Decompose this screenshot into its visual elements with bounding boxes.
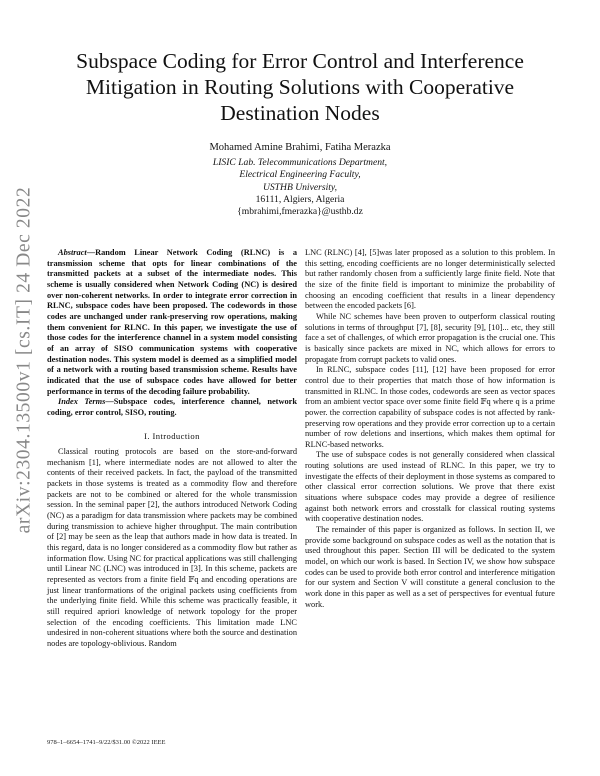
paragraph: In RLNC, subspace codes [11], [12] have been proposed for error control due to their properties that match those of how information is transmitted in RLNC. In those codes, codewords are seen as vector spaces from an ambient vector space over some finite field 𝔽q where q is a prime power. the correction capability of subspace codes is not affected by rank-preserving row operations and they provide error correction up to a certain number of row deletions and insertions, which makes them optimal for RLNC-based networks. (305, 365, 555, 449)
paper-title: Subspace Coding for Error Control and Interference Mitigation in Routing Solutions with Cooperative Destination Nodes (76, 49, 524, 125)
abstract-text: —Random Linear Network Coding (RLNC) is a transmission scheme that opts for linear combinations of the transmitted packets at a subset of the intermediate nodes. This scheme is usually considered when Network Coding (NC) is desired over non-coherent networks. In order to integrate error correction in RLNC, subspace codes have been proposed. The codewords in those codes are unchanged under rank-preserving row operations, making them convenient for RLNC. In this paper, we investigate the use of those codes for the interference channel in a system model consisting of an array of SISO communication systems with cooperative destination nodes. This system model is deemed as a simplified model of a network with a routing based transmission scheme. Results have indicated that the use of subspace codes have allowed for better performance in terms of the decoding failure probability. (47, 248, 297, 396)
paragraph: The remainder of this paper is organized as follows. In section II, we provide some background on subspace codes as well as the notation that is used throughout this paper. Section III will be dedicated to the system model, on which our work is based. In Section IV, we show how subspace codes can be used to provide both error control and interference mitigation for our system and Section V will constitute a general conclusion to the work done in this paper as well as a set of perspectives for eventual future work. (305, 525, 555, 609)
paragraph: LNC (RLNC) [4], [5]was later proposed as a solution to this problem. In this setting, encoding coefficients are no longer deterministically selected but rather randomly chosen from a sufficiently large finite field. Note that the size of the finite field is important to minimize the probability of choosing an encoding coefficient that results in a linear dependency between the encoded packets [6]. (305, 248, 555, 311)
affiliation-line: LISIC Lab. Telecommunications Department, (212, 157, 388, 169)
paragraph: Classical routing protocols are based on the store-and-forward mechanism [1], where intermediate nodes are not allowed to alter the contents of their received packets. In fact, the payload of the transmitted packets in those systems is treated as a commodity flow and therefore packets are not to be combined or altered for the whole transmission session. In the seminal paper [2], the authors introduced Network Coding (NC) as a paradigm for data transmission where packets may be combined during transmission to achieve higher throughput. The main contribution of [2] may be seen as the leap that authors made in how data is treated. In this regard, data is no longer considered as a commodity flow but rather as information flow. Using NC for practical applications was still challenging until Linear NC (LNC) was introduced in [3]. In this scheme, packets are represented as vectors from a finite field 𝔽q and encoding operations are just linear tranformations of the original packets using coefficients from the underlying finite field. While this scheme was practically feasible, it still required apriori knowledge of network topology for the proper selection of the encoding coefficients. This limitation made LNC undesired in non-coherent situations where both the source and destination nodes are topology-oblivious. Random (47, 447, 297, 648)
affiliation-line: Electrical Engineering Faculty, (239, 169, 361, 181)
arxiv-id: arXiv:2304.13500v1 [cs.IT] 24 Dec 2022 (13, 186, 34, 534)
right-column (305, 248, 555, 610)
author-names: Mohamed Amine Brahimi, Fatiha Merazka (209, 142, 391, 153)
paragraph: While NC schemes have been proven to outperform classical routing solutions in terms of throughput [7], [8], security [9], [10]... etc, they still face a set of challenges, of which error propagation is the crucial one. This is basically since packets are mixed in NC, which allows for errors to propagate from corrupt packets to valid ones. (305, 311, 555, 364)
author-block (150, 142, 450, 218)
index-terms (47, 397, 297, 418)
left-column (47, 248, 297, 650)
abstract-label: Abstract (58, 248, 87, 257)
arxiv-sidebar-stamp (2, 186, 46, 534)
affiliation-line: USTHB University, (262, 181, 338, 193)
paragraph: The use of subspace codes is not generally considered when classical routing solutions are used instead of RLNC. In this paper, we try to investigate the effects of their deployment in those systems as compared to other classical error correction solutions. We prove that there exist situations where subspace codes may provide a degree of resilience against both network errors and crosstalk for classical routing systems with cooperative destination nodes. (305, 450, 555, 524)
index-terms-text: —Subspace codes, interference channel, network coding, error control, SISO, routing. (47, 397, 297, 417)
index-terms-label: Index Terms (58, 397, 106, 407)
email: {mbrahimi,fmerazka}@usthb.dz (237, 206, 363, 218)
copyright-footer: 978–1–6654–1741–9/22/$31.00 ©2022 IEEE (47, 739, 166, 746)
abstract (47, 248, 297, 397)
address: 16111, Algiers, Algeria (255, 193, 345, 205)
section-heading: I. Introduction (144, 430, 200, 441)
